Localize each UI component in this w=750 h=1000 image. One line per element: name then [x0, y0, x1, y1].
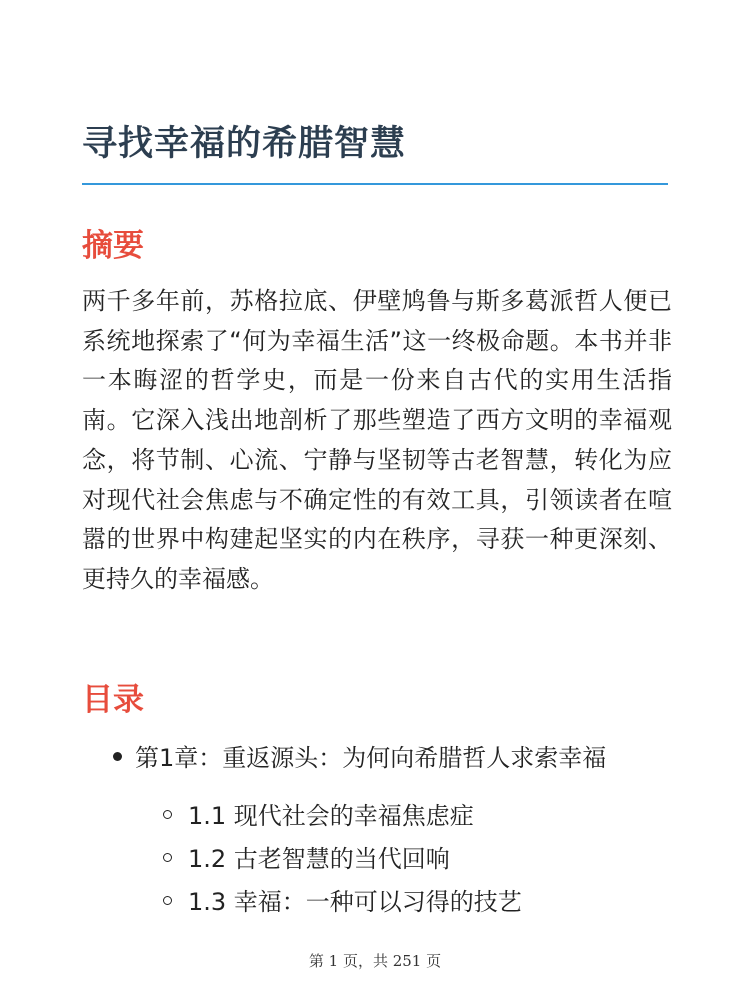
bullet-circle-icon: [163, 853, 172, 862]
page-number-footer: 第 1 页，共 251 页: [308, 952, 442, 970]
page-title: 寻找幸福的希腊智慧: [82, 124, 407, 164]
bullet-disc-icon: [113, 752, 122, 761]
toc-section-1-1: 1.1 现代社会的幸福焦虑症: [188, 802, 474, 830]
title-divider: [82, 183, 668, 185]
toc-heading: 目录: [82, 682, 144, 718]
toc-section-1-3: 1.3 幸福：一种可以习得的技艺: [188, 888, 522, 916]
abstract-paragraph: 两千多年前，苏格拉底、伊壁鸠鲁与斯多葛派哲人便已系统地探索了“何为幸福生活”这一终极命题。本书并非一本晦涩的哲学史，而是一份来自古代的实用生活指南。它深入浅出地剖析了那些塑造了西方文明的幸福观念，将节制、心流、宁静与坚韧等古老智慧，转化为应对现代社会焦虑与不确定性的有效工具，引领读者在喧嚣的世界中构建起坚实的内在秩序，寻获一种更深刻、更持久的幸福感。: [82, 287, 672, 593]
bullet-circle-icon: [163, 896, 172, 905]
abstract-heading: 摘要: [82, 228, 144, 264]
toc-section-1-2: 1.2 古老智慧的当代回响: [188, 845, 450, 873]
toc-chapter-1: 第1章：重返源头：为何向希腊哲人求索幸福: [135, 744, 607, 772]
bullet-circle-icon: [163, 810, 172, 819]
